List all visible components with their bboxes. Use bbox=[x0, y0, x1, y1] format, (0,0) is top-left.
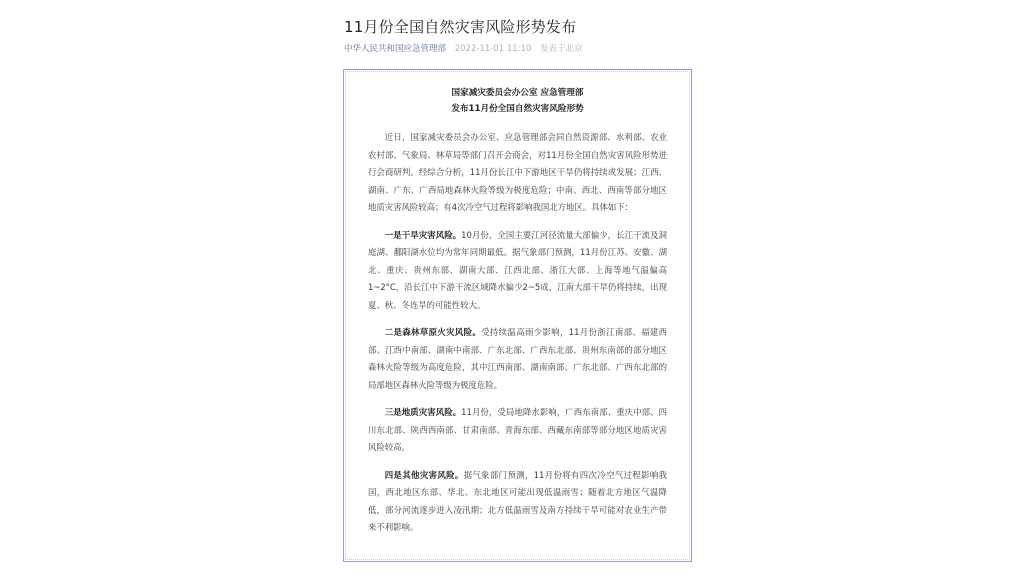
box-header-line1: 国家减灾委员会办公室 应急管理部 bbox=[451, 88, 584, 98]
section-lead: 四是其他灾害风险。 bbox=[384, 469, 464, 480]
source-link[interactable]: 中华人民共和国应急管理部 bbox=[344, 44, 447, 54]
section-text: 据气象部门预测，11月份将有四次冷空气过程影响我国，西北地区东部、华北、东北地区可能出现低温雨雪；随着北方地区气温降低，部分河流逐步进入凌汛期；北方低温雨雪及南方持续干旱可能对农业生产带来不利影响。 bbox=[368, 469, 668, 532]
publish-location: 发表于北京 bbox=[540, 44, 583, 54]
section-geological bbox=[368, 404, 667, 457]
section-lead: 一是干旱灾害风险。 bbox=[384, 229, 462, 240]
section-lead: 三是地质灾害风险。 bbox=[384, 407, 462, 417]
section-lead: 二是森林草原火灾风险。 bbox=[384, 327, 482, 337]
box-header bbox=[368, 86, 667, 117]
section-forest-fire bbox=[368, 324, 667, 394]
article-title: 11月份全国自然灾害风险形势发布 bbox=[344, 18, 577, 36]
section-text: 10月份，全国主要江河径流量大部偏少，长江干流及洞庭湖、鄱阳湖水位均为常年同期最低。据气象部门预测，11月份江苏、安徽、湖北、重庆、贵州东部、湖南大部、江西北部、浙江大部、上海等地气温偏高1~2°C，沿长江中下游干流区域降水偏少2~5成，江南大部干旱仍将持续，出现夏、秋、冬连旱的可能性较大。 bbox=[368, 229, 668, 310]
article-meta bbox=[344, 42, 694, 56]
section-text: 受持续温高雨少影响，11月份浙江南部、福建西部、江西中南部、湖南中南部、广东北部、广西东北部、贵州东南部的部分地区森林火险等级为高度危险，其中江西南部、湖南南部、广东北部、广西东北部的局部地区森林火险等级为极度危险。 bbox=[368, 327, 668, 390]
section-drought bbox=[368, 227, 667, 315]
content-box bbox=[343, 69, 692, 562]
section-text: 11月份，受局地降水影响，广西东南部、重庆中部、四川东北部、陕西西南部、甘肃南部、青海东部、西藏东南部等部分地区地质灾害风险较高。 bbox=[368, 407, 668, 452]
section-other bbox=[368, 467, 667, 537]
box-header-line2: 发布11月份全国自然灾害风险形势 bbox=[451, 103, 584, 114]
article-header bbox=[344, 0, 694, 56]
intro-paragraph: 近日，国家减灾委员会办公室、应急管理部会同自然资源部、水利部、农业农村部、气象局、林草局等部门召开会商会，对11月份全国自然灾害风险形势进行会商研判。经综合分析，11月份长江中下游地区干旱仍将持续或发展；江西、湖南、广东、广西局地森林火险等级为极度危险；中南、西北、西南等部分地区地质灾害风险较高；有4次冷空气过程将影响我国北方地区。具体如下： bbox=[368, 132, 667, 212]
publish-time: 2022-11-01 11:10 bbox=[454, 44, 532, 54]
